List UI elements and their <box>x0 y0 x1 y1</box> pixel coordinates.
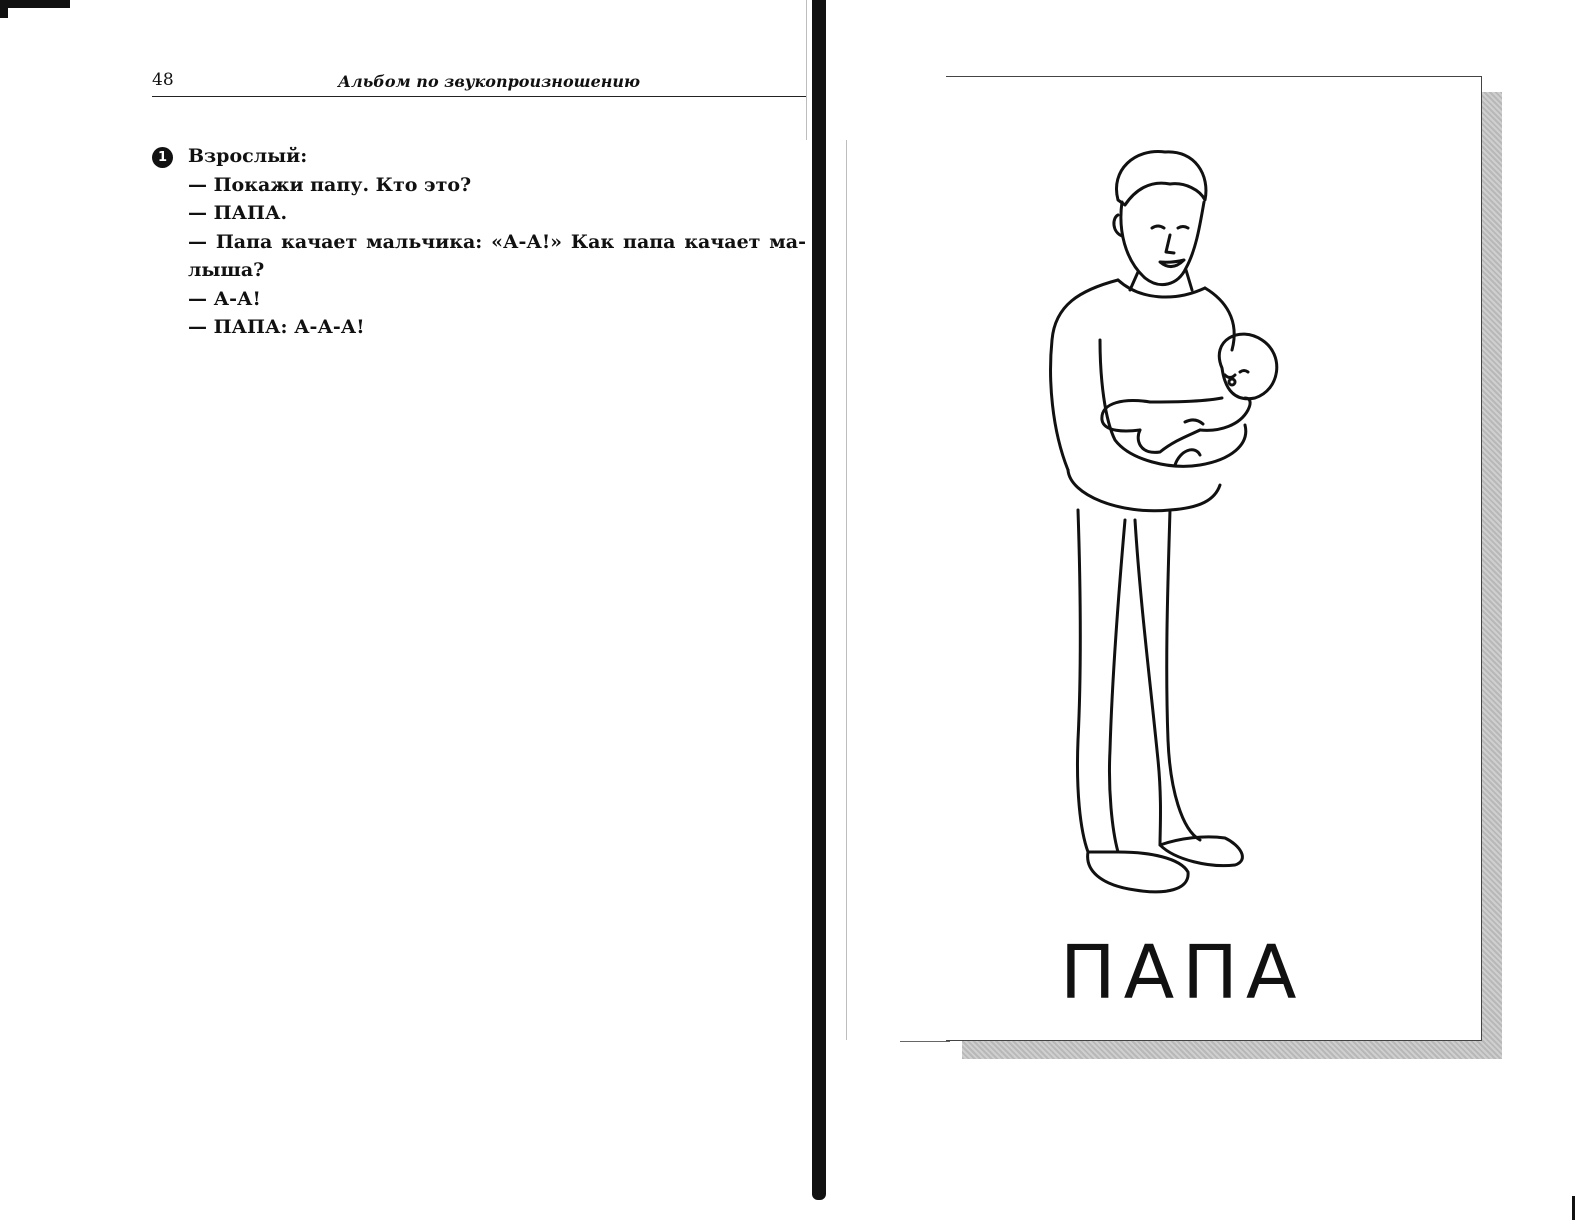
exercise-line: — А-А! <box>188 287 261 310</box>
exercise-line: — Покажи папу. Кто это? <box>188 173 472 196</box>
exercise-line: лыша? <box>188 259 265 281</box>
exercise-block <box>152 142 806 342</box>
card-top-edge <box>946 76 956 77</box>
page-header <box>152 70 806 97</box>
card-word: ПАПА <box>1060 930 1305 1016</box>
card-bottom-edge <box>900 1041 950 1042</box>
exercise-line: — Папа качает мальчика: «А-А!» Как папа качает ма- <box>188 230 806 253</box>
exercise-line: Взрослый: <box>188 145 308 167</box>
exercise-number-badge: 1 <box>152 147 173 168</box>
running-title: Альбом по звукопроизношению <box>338 72 641 91</box>
exercise-line: — ПАПА. <box>188 202 288 224</box>
page-edge-line <box>846 140 847 1040</box>
scan-edge-mark <box>1572 1196 1575 1220</box>
exercise-line: — ПАПА: А-А-А! <box>188 316 365 338</box>
father-holding-baby-illustration <box>1000 140 1300 910</box>
book-spine-shadow <box>812 0 826 1200</box>
page-number: 48 <box>152 70 174 90</box>
